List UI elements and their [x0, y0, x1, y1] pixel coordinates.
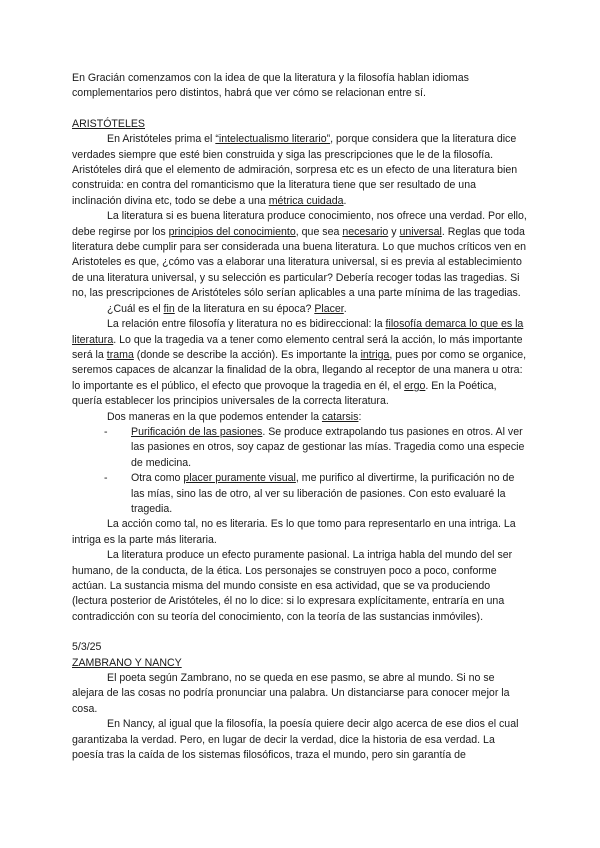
text-run: . Lo que la tragedia va a tener como elemento central será la acción, lo más importante será la	[72, 333, 523, 361]
aristoteles-paragraph-3	[72, 302, 528, 317]
text-run: de la literatura en su época?	[174, 302, 315, 315]
text-run: , que sea	[295, 225, 343, 238]
underlined-term: placer puramente visual	[183, 472, 296, 485]
underlined-term: Placer	[314, 302, 344, 315]
section-heading-zambrano-nancy: ZAMBRANO Y NANCY	[72, 656, 182, 669]
intro-paragraph: En Gracián comenzamos con la idea de que la literatura y la filosofía hablan idiomas complementarios pero distintos, habrá que ver cómo se relacionan entre sí.	[72, 72, 469, 100]
text-run: . Reglas que toda literatura debe cumplir para ser considerada una buena literatura. Lo que muchos críticos ven en Aristoteles es que, ¿cómo vas a elaborar una literatura universal, si es previa al establecimiento de una literatura universal, y su selección es particular? Debería recoger todas las tragedias. Si no, las prescripciones de Aristóteles sólo serían aplicables a una parte mínima de las tragedias.	[72, 225, 527, 300]
text-run: Otra como	[131, 472, 184, 485]
underlined-term: métrica cuidada	[268, 194, 344, 207]
aristoteles-paragraph-5	[72, 410, 528, 425]
text-run: , pues por como se organice, seremos capaces de alcanzar la finalidad de la obra, llegando al receptor de una manera u otra: lo importante es el público, el efecto que provoque la tragedia en él, el	[72, 348, 527, 392]
underlined-term: fin	[163, 302, 175, 315]
underlined-term: necesario	[342, 225, 389, 238]
zambrano-paragraph-2: En Nancy, al igual que la filosofía, la poesía quiere decir algo acerca de ese dios el cual garantizaba la verdad. Pero, en lugar de decir la verdad, dice la historia de esa verdad. La poesía tras la caída de los sistemas filosóficos, traza el mundo, pero sin garantía de	[72, 718, 519, 762]
section-heading-aristoteles: ARISTÓTELES	[72, 117, 145, 130]
text-run: , me purifico al divertirme, la purificación no de las mías, sino las de otro, al ver su liberación de pasiones. Con esto evaluaré la tragedia.	[131, 472, 515, 515]
underlined-term: Purificación de las pasiones	[131, 425, 263, 438]
text-run: .	[343, 194, 347, 207]
document-body	[72, 71, 528, 763]
date-line: 5/3/25	[72, 641, 102, 654]
underlined-term: “intelectualismo literario”	[215, 133, 331, 146]
catarsis-list	[72, 425, 528, 517]
text-run: :	[358, 410, 362, 423]
underlined-term: universal	[399, 225, 442, 238]
underlined-term: principios del conocimiento	[168, 225, 296, 238]
underlined-term: filosofía demarca lo que es la literatura	[72, 318, 524, 346]
underlined-term: trama	[106, 348, 134, 361]
text-run: . En la Poética, quería establecer los principios universales de la correcta literatura.	[72, 379, 497, 408]
aristoteles-paragraph-7: La literatura produce un efecto puramente pasional. La intriga habla del mundo del ser humano, de la conducta, de la ética. Los personajes se construyen poco a poco, conforme actúan. La sustancia misma del mundo consiste en esa actividad, que se va produciendo (lectura posterior de Aristóteles, él no lo dice: si lo expresara explícitamente, entraría en una contradicción con su teoría del conocimiento, con la teoría de las sustancias inmóviles).	[72, 549, 513, 623]
list-item	[116, 471, 528, 517]
zambrano-paragraph-1: El poeta según Zambrano, no se queda en ese pasmo, se abre al mundo. Si no se alejara de las cosas no podría pronunciar una palabra. Un distanciarse para conocer mejor la cosa.	[72, 672, 510, 715]
aristoteles-paragraph-4	[72, 317, 528, 409]
underlined-term: ergo	[404, 379, 426, 392]
list-item	[116, 425, 528, 471]
text-run: ¿Cuál es el	[107, 302, 164, 315]
text-run: La relación entre filosofía y literatura no es bidireccional: la	[107, 318, 386, 331]
paragraph-spacer	[72, 625, 528, 640]
text-run: (donde se describe la acción). Es importante la	[133, 348, 361, 361]
text-run: En Aristóteles prima el	[107, 133, 216, 146]
text-run: .	[343, 302, 347, 315]
underlined-term: intriga	[360, 348, 390, 361]
text-run: La literatura si es buena literatura produce conocimiento, nos ofrece una verdad. Por ello, debe regirse por los	[72, 210, 527, 238]
text-run: y	[388, 225, 400, 238]
aristoteles-paragraph-2	[72, 209, 528, 301]
text-run: , porque considera que la literatura dice verdades siempre que esté bien construida y siga las prescripciones que le de la filosofía. Aristóteles dirá que el elemento de admiración, sorpresa etc es un efecto de una literatura bien construida: en contra del romanticismo que la literatura tiene que ser resultado de una inclinación divina etc, todo se debe a una	[72, 133, 518, 207]
aristoteles-paragraph-6: La acción como tal, no es literaria. Es lo que tomo para representarlo en una intriga. La intriga es la parte más literaria.	[72, 518, 516, 546]
underlined-term: catarsis	[321, 410, 359, 423]
aristoteles-paragraph-1	[72, 132, 528, 209]
text-run: Dos maneras en la que podemos entender la	[107, 410, 322, 423]
text-run: . Se produce extrapolando tus pasiones en otros. Al ver las pasiones en otros, soy capaz de gestionar las mías. Tragedia como una especie de medicina.	[131, 425, 525, 469]
